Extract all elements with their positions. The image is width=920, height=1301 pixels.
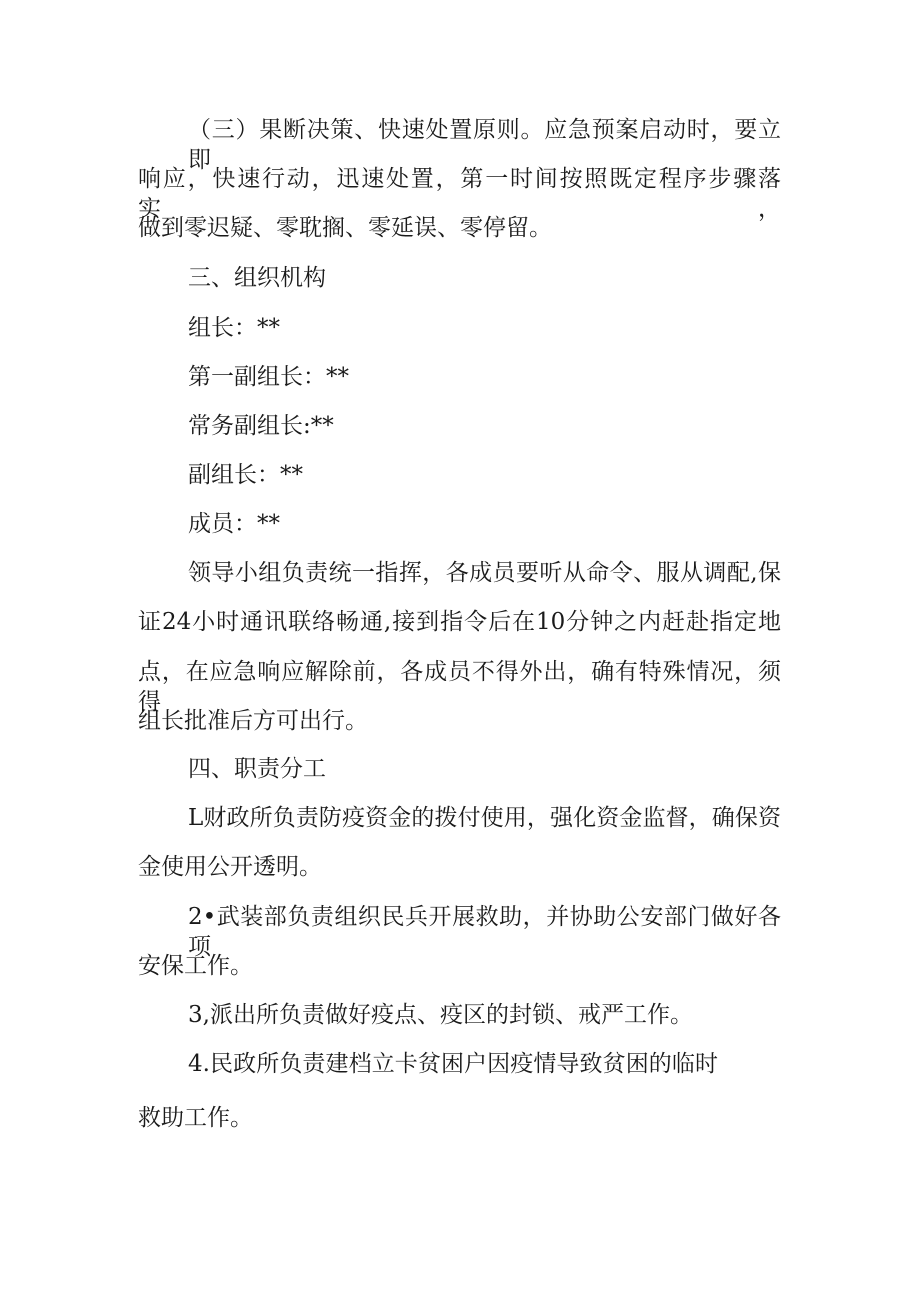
paragraph-leadership-line-4: 组长批准后方可出行。: [138, 708, 368, 734]
member-members: 成员：**: [188, 511, 280, 537]
duty-4-line-1: 4.民政所负责建档立卡贫困户因疫情导致贫困的临时: [188, 1051, 718, 1077]
section-heading-duties: 四、职责分工: [188, 756, 326, 782]
member-first-deputy: 第一副组长：**: [188, 364, 349, 390]
duty-1-line-1: L财政所负责防疫资金的拨付使用，强化资金监督，确保资: [188, 805, 781, 831]
duty-2-line-2: 安保工作。: [138, 953, 253, 979]
paragraph-principle-line-2: 响应，快速行动，迅速处置，第一时间按照既定程序步骤落实，: [138, 166, 781, 222]
member-executive-deputy: 常务副组长:**: [188, 413, 334, 439]
paragraph-principle-line-1: （三）果断决策、快速处置原则。应急预案启动时，要立即: [188, 117, 781, 173]
duty-2-line-1: 2•武装部负责组织民兵开展救助，并协助公安部门做好各项: [188, 904, 781, 960]
paragraph-leadership-line-2: 证24小时通讯联络畅通,接到指令后在10分钟之内赶赴指定地: [138, 609, 781, 635]
duty-1-line-2: 金使用公开透明。: [138, 854, 322, 880]
member-leader: 组长：**: [188, 315, 280, 341]
section-heading-organization: 三、组织机构: [188, 265, 326, 291]
member-deputy: 副组长：**: [188, 462, 303, 488]
paragraph-principle-line-3: 做到零迟疑、零耽搁、零延误、零停留。: [138, 215, 552, 241]
paragraph-leadership-line-3: 点，在应急响应解除前，各成员不得外出，确有特殊情况，须得: [138, 659, 781, 715]
duty-3-line-1: 3,派出所负责做好疫点、疫区的封锁、戒严工作。: [188, 1002, 693, 1028]
paragraph-leadership-line-1: 领导小组负责统一指挥，各成员要听从命令、服从调配,保: [188, 560, 781, 586]
duty-4-line-2: 救助工作。: [138, 1105, 253, 1131]
